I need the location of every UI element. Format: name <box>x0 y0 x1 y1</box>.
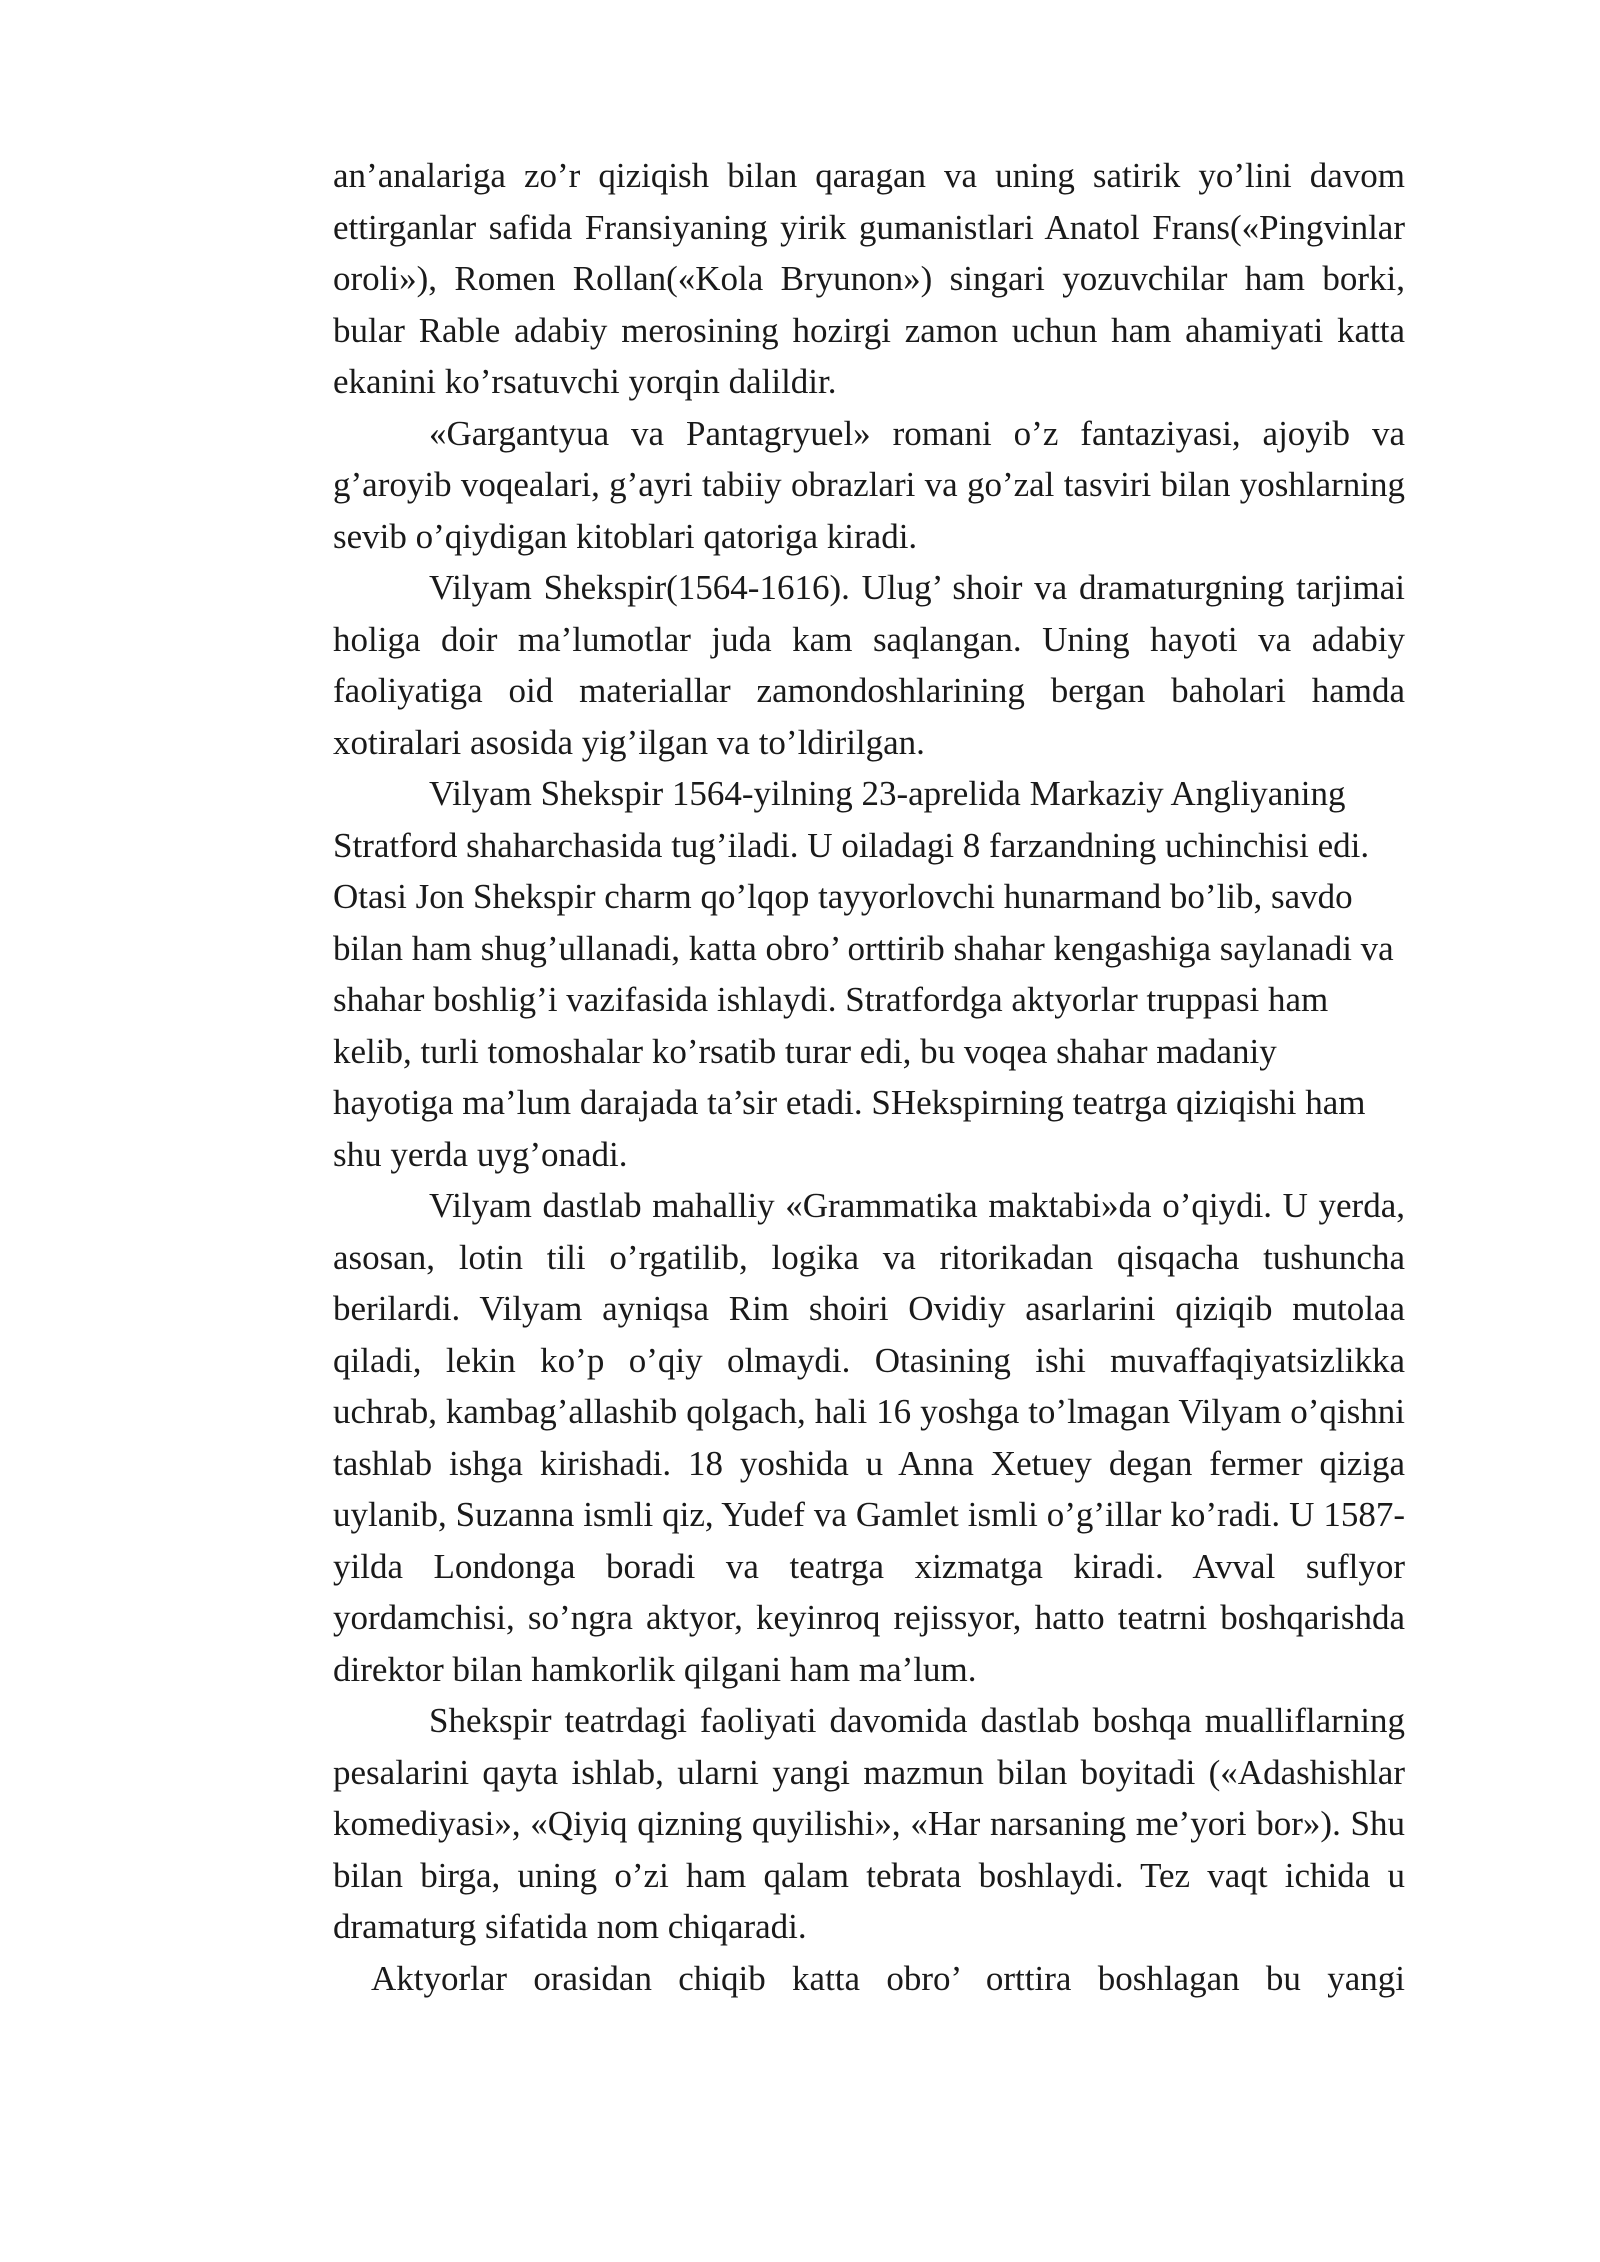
paragraph-rable-legacy: an’analariga zo’r qiziqish bilan qaragan va uning satirik yo’lini davom ettirganlar safida Fransiyaning yirik gumanistlari Anatol Frans(«Pingvinlar oroli»), Romen Rollan(«Kola Bryunon») singari yozuvchilar ham borki, bular Rable adabiy merosining hozirgi zamon uchun ham ahamiyati katta ekanini ko’rsatuvchi yorqin dalildir. <box>333 156 1405 401</box>
paragraph-shakespeare-intro: Vilyam Shekspir(1564-1616). Ulug’ shoir va dramaturgning tarjimai holiga doir ma’lumotlar juda kam saqlangan. Uning hayoti va adabiy faoliyatiga oid materiallar zamondoshlarining bergan baholari hamda xotiralari asosida yig’ilgan va to’ldirilgan. <box>333 568 1405 762</box>
paragraph-actors-continued: Aktyorlar orasidan chiqib katta obro’ orttira boshlagan bu yangi <box>371 1958 1405 1998</box>
paragraph-shakespeare-birth: Vilyam Shekspir 1564-yilning 23-aprelida Markaziy Angliyaning Stratford shaharchasida tug’iladi. U oiladagi 8 farzandning uchinchisi edi. Otasi Jon Shekspir charm qo’lqop tayyorlovchi hunarmand bo’lib, savdo bilan ham shug’ullanadi, katta obro’ orttirib shahar kengashiga saylanadi va shahar boshlig’i vazifasida ishlaydi. Stratfordga aktyorlar truppasi ham kelib, turli tomoshalar ko’rsatib turar edi, bu voqea shahar madaniy hayotiga ma’lum darajada ta’sir etadi. SHekspirning teatrga qiziqishi ham shu yerda uyg’onadi. <box>333 774 1394 1174</box>
paragraph-shakespeare-theatre: Shekspir teatrdagi faoliyati davomida dastlab boshqa mualliflarning pesalarini qayta ishlab, ularni yangi mazmun bilan boyitadi («Adashishlar komediyasi», «Qiyiq qizning quyilishi», «Har narsaning me’yori bor»). Shu bilan birga, uning o’zi ham qalam tebrata boshlaydi. Tez vaqt ichida u dramaturg sifatida nom chiqaradi. <box>333 1701 1405 1946</box>
body-text <box>333 150 1405 2004</box>
paragraph-gargantua-novel: «Gargantyua va Pantagryuel» romani o’z fantaziyasi, ajoyib va g’aroyib voqealari, g’ayri tabiiy obrazlari va go’zal tasviri bilan yoshlarning sevib o’qiydigan kitoblari qatoriga kiradi. <box>333 413 1405 556</box>
paragraph-shakespeare-education: Vilyam dastlab mahalliy «Grammatika maktabi»da o’qiydi. U yerda, asosan, lotin tili o’rgatilib, logika va ritorikadan qisqacha tushuncha berilardi. Vilyam ayniqsa Rim shoiri Ovidiy asarlarini qiziqib mutolaa qiladi, lekin ko’p o’qiy olmaydi. Otasining ishi muvaffaqiyatsizlikka uchrab, kambag’allashib qolgach, hali 16 yoshga to’lmagan Vilyam o’qishni tashlab ishga kirishadi. 18 yoshida u Anna Xetuey degan fermer qiziga uylanib, Suzanna ismli qiz, Yudef va Gamlet ismli o’g’illar ko’radi. U 1587-yilda Londonga boradi va teatrga xizmatga kiradi. Avval suflyor yordamchisi, so’ngra aktyor, keyinroq rejissyor, hatto teatrni boshqarishda direktor bilan hamkorlik qilgani ham ma’lum. <box>333 1186 1405 1689</box>
